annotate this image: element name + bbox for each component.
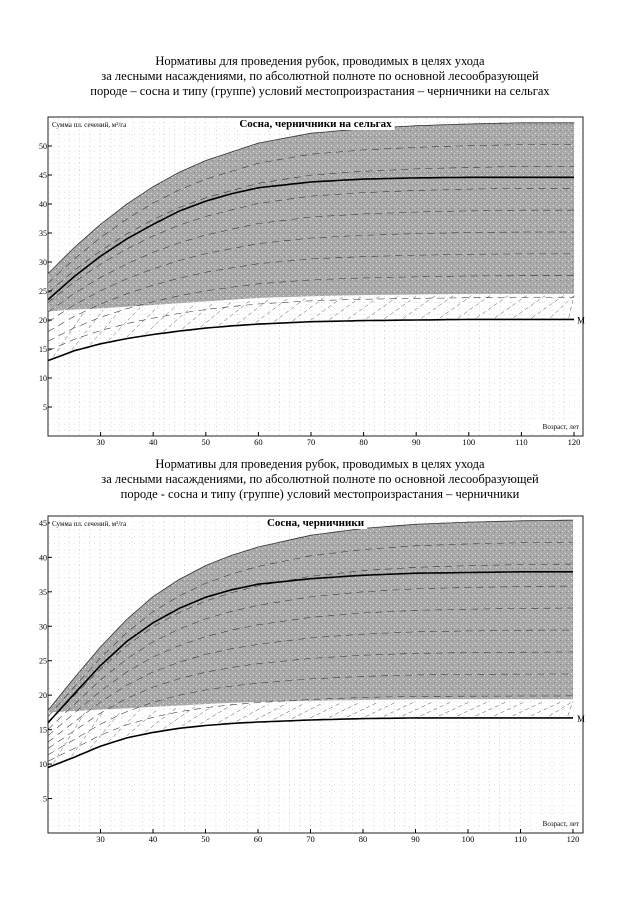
x-tick-label: 40 — [148, 437, 158, 447]
y-tick-label: 45 — [39, 171, 47, 180]
y-tick-label: 5 — [43, 794, 47, 804]
heading-line: Нормативы для проведения рубок, проводимых в целях ухода — [155, 457, 485, 471]
series-label-m: М — [577, 315, 586, 326]
x-tick-label: 100 — [461, 834, 475, 844]
x-tick-label: 80 — [358, 834, 368, 844]
heading-line: породе – сосна и типу (группе) условий местопроизрастания – черничники на сельгах — [90, 84, 550, 98]
heading-line: за лесными насаждениями, по абсолютной полноте по основной лесообразующей — [101, 472, 539, 486]
x-axis-label: Возраст, лет — [542, 820, 579, 828]
y-tick-label: 25 — [39, 287, 47, 296]
x-tick-label: 120 — [567, 437, 581, 447]
y-axis-label: Сумма пл. сечений, м²/га — [52, 121, 127, 129]
x-tick-label: 40 — [148, 834, 158, 844]
x-tick-label: 120 — [566, 834, 580, 844]
x-axis-label: Возраст, лет — [542, 423, 579, 431]
heading-line: породе - сосна и типу (группе) условий местопроизрастания – черничники — [120, 487, 520, 501]
y-tick-label: 25 — [39, 656, 47, 666]
chart-title: Сосна, черничники на сельгах — [239, 118, 392, 130]
chart-sosna-chernichniki — [39, 516, 585, 844]
y-tick-label: 20 — [39, 691, 47, 701]
x-tick-label: 100 — [462, 437, 476, 447]
x-tick-label: 70 — [306, 437, 316, 447]
x-tick-label: 70 — [306, 834, 315, 844]
x-tick-label: 90 — [411, 834, 420, 844]
heading-line: Нормативы для проведения рубок, проводимых в целях ухода — [155, 54, 485, 68]
x-tick-label: 90 — [411, 437, 421, 447]
y-tick-label: 10 — [39, 760, 47, 770]
y-tick-label: 30 — [39, 622, 47, 632]
y-tick-label: 15 — [39, 345, 47, 354]
y-tick-label: 50 — [39, 142, 47, 151]
chart-title: Сосна, черничники — [266, 517, 365, 529]
y-tick-label: 30 — [39, 258, 47, 267]
heading-line: за лесными насаждениями, по абсолютной полноте по основной лесообразующей — [101, 69, 539, 83]
y-tick-label: 40 — [39, 553, 47, 563]
y-tick-label: 45 — [39, 518, 47, 528]
x-tick-label: 80 — [359, 437, 368, 447]
x-tick-label: 30 — [96, 437, 105, 447]
y-tick-label: 40 — [39, 200, 47, 209]
x-tick-label: 60 — [253, 834, 263, 844]
y-tick-label: 35 — [39, 229, 47, 238]
x-tick-label: 110 — [514, 834, 527, 844]
x-tick-label: 30 — [96, 834, 105, 844]
y-tick-label: 20 — [39, 316, 47, 325]
y-tick-label: 5 — [43, 403, 47, 412]
x-tick-label: 50 — [201, 437, 211, 447]
y-axis-label: Сумма пл. сечений, м²/га — [52, 520, 127, 528]
series-label-m: М — [577, 713, 586, 724]
y-tick-label: 35 — [39, 587, 47, 597]
y-tick-label: 15 — [39, 725, 47, 735]
x-tick-label: 50 — [201, 834, 210, 844]
x-tick-label: 60 — [254, 437, 263, 447]
x-tick-label: 110 — [515, 437, 528, 447]
y-tick-label: 10 — [39, 374, 47, 383]
chart-sosna-chernichniki-na-selgakh — [39, 117, 585, 447]
